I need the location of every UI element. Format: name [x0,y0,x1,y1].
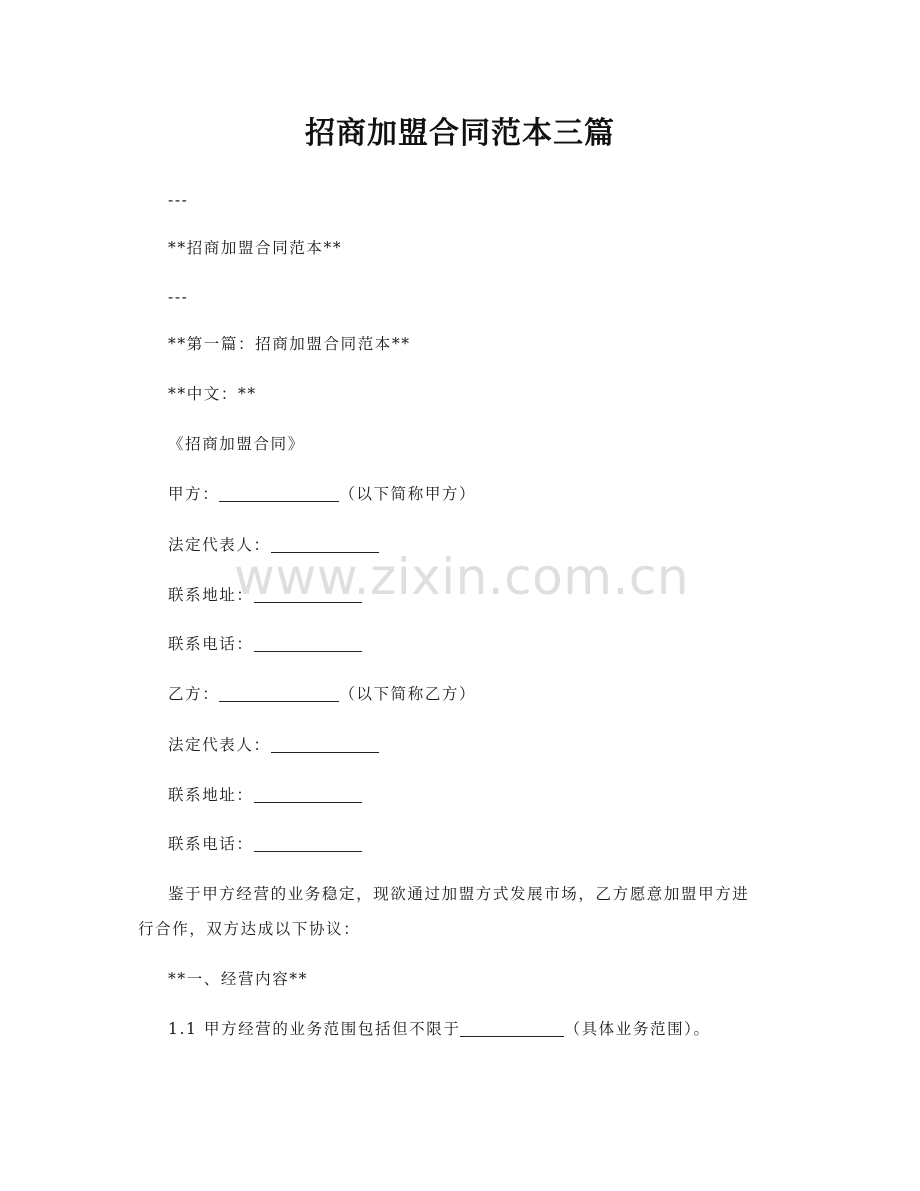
party-b-rep-label: 法定代表人： [168,736,271,754]
party-b-address-blank [254,786,362,803]
party-b-address-line [168,785,362,805]
party-a-address-label: 联系地址： [168,586,254,604]
party-a-phone-line [168,634,362,654]
party-a-blank [219,485,339,502]
section1-heading: **一、经营内容** [168,970,309,988]
party-b-line [168,684,476,704]
party-b-label: 乙方： [168,685,220,703]
preamble-line-2: 行合作，双方达成以下协议： [138,920,361,938]
clause-1-1-prefix: 1.1 甲方经营的业务范围包括但不限于 [168,1020,461,1038]
party-a-phone-blank [254,635,362,652]
party-a-note: （以下简称甲方） [339,485,477,503]
party-b-rep-line [168,735,379,755]
watermark: www.zixin.com.cn [234,548,690,606]
party-b-rep-blank [271,736,379,753]
party-b-note: （以下简称乙方） [339,685,477,703]
party-a-rep-label: 法定代表人： [168,536,271,554]
party-a-phone-label: 联系电话： [168,635,254,653]
party-b-phone-label: 联系电话： [168,835,254,853]
party-b-address-label: 联系地址： [168,786,254,804]
clause-1-1 [168,1019,711,1039]
separator-line: --- [168,288,189,306]
main-heading: **招商加盟合同范本** [168,239,343,257]
clause-1-1-blank [460,1020,564,1037]
party-a-line [168,484,476,504]
clause-1-1-suffix: （具体业务范围）。 [564,1020,711,1038]
party-b-phone-line [168,834,362,854]
contract-name: 《招商加盟合同》 [168,435,305,453]
separator-line: --- [168,191,189,209]
chinese-heading: **中文：** [168,385,257,403]
party-a-label: 甲方： [168,485,220,503]
document-title: 招商加盟合同范本三篇 [305,116,615,151]
preamble-line-1: 鉴于甲方经营的业务稳定，现欲通过加盟方式发展市场，乙方愿意加盟甲方进 [168,885,750,903]
part1-heading: **第一篇：招商加盟合同范本** [168,335,411,353]
party-b-phone-blank [254,835,362,852]
party-b-blank [219,685,339,702]
